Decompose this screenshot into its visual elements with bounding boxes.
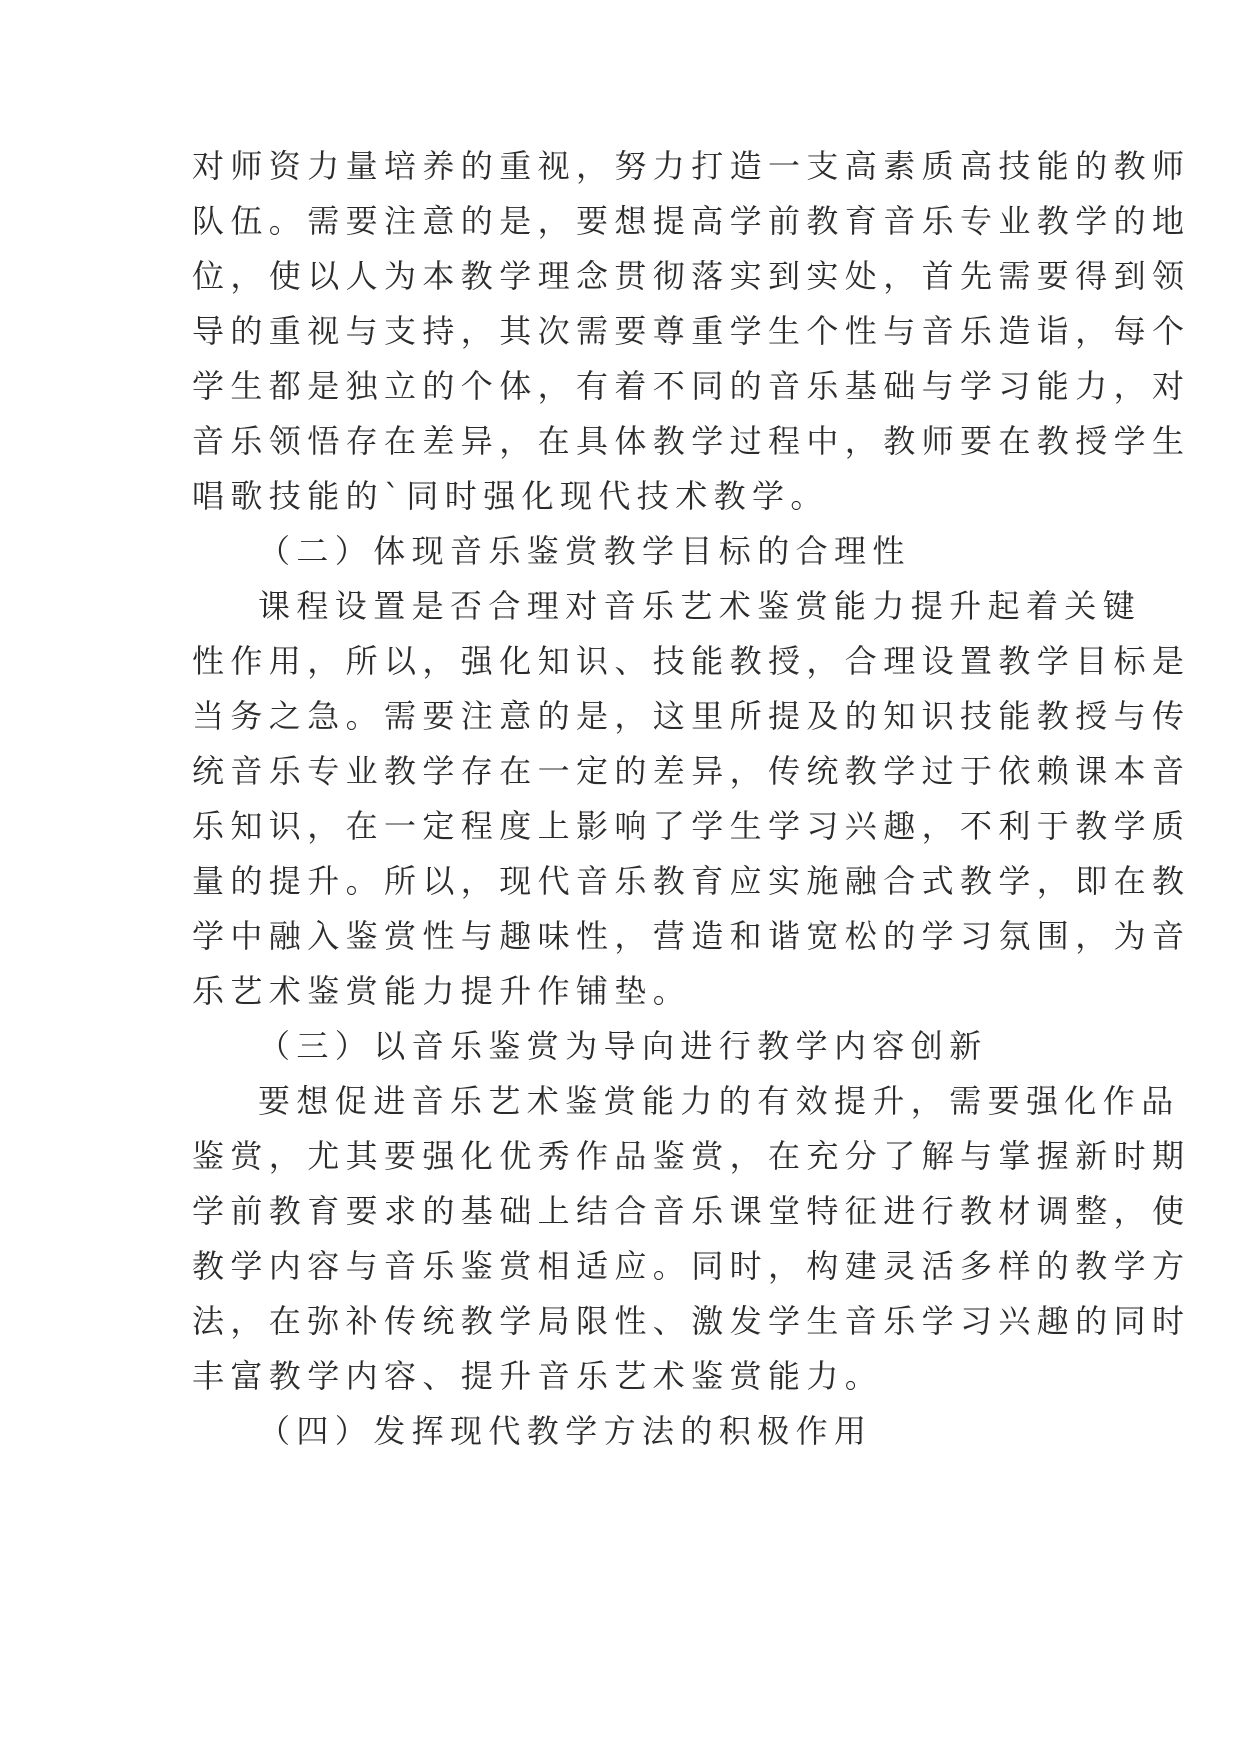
text-line: 丰富教学内容、提升音乐艺术鉴赏能力。: [192, 1357, 884, 1395]
text-line: 性作用，所以，强化知识、技能教授，合理设置教学目标是: [192, 642, 1191, 680]
text-line: 学中融入鉴赏性与趣味性，营造和谐宽松的学习氛围，为音: [192, 917, 1191, 955]
section-heading: （三）以音乐鉴赏为导向进行教学内容创新: [258, 1027, 988, 1065]
text-line: 队伍。需要注意的是，要想提高学前教育音乐专业教学的地: [192, 202, 1191, 240]
text-line: 学前教育要求的基础上结合音乐课堂特征进行教材调整，使: [192, 1192, 1191, 1230]
text-line: 导的重视与支持，其次需要尊重学生个性与音乐造诣，每个: [192, 312, 1191, 350]
text-line: 乐艺术鉴赏能力提升作铺垫。: [192, 972, 692, 1010]
text-line: 统音乐专业教学存在一定的差异，传统教学过于依赖课本音: [192, 752, 1191, 790]
section-heading: （二）体现音乐鉴赏教学目标的合理性: [258, 532, 911, 570]
text-line: 法，在弥补传统教学局限性、激发学生音乐学习兴趣的同时: [192, 1302, 1191, 1340]
section-heading: （四）发挥现代教学方法的积极作用: [258, 1412, 873, 1450]
text-line: 位，使以人为本教学理念贯彻落实到实处，首先需要得到领: [192, 257, 1191, 295]
text-line: 要想促进音乐艺术鉴赏能力的有效提升，需要强化作品: [258, 1082, 1180, 1120]
text-line: 量的提升。所以，现代音乐教育应实施融合式教学，即在教: [192, 862, 1191, 900]
text-line: 学生都是独立的个体，有着不同的音乐基础与学习能力，对: [192, 367, 1191, 405]
text-line: 音乐领悟存在差异，在具体教学过程中，教师要在教授学生: [192, 422, 1191, 460]
text-line: 当务之急。需要注意的是，这里所提及的知识技能教授与传: [192, 697, 1191, 735]
text-line: 鉴赏，尤其要强化优秀作品鉴赏，在充分了解与掌握新时期: [192, 1137, 1191, 1175]
text-line: 教学内容与音乐鉴赏相适应。同时，构建灵活多样的教学方: [192, 1247, 1191, 1285]
text-line: 唱歌技能的`同时强化现代技术教学。: [192, 477, 829, 515]
text-line: 课程设置是否合理对音乐艺术鉴赏能力提升起着关键: [258, 587, 1142, 625]
text-line: 乐知识，在一定程度上影响了学生学习兴趣，不利于教学质: [192, 807, 1191, 845]
text-line: 对师资力量培养的重视，努力打造一支高素质高技能的教师: [192, 147, 1191, 185]
